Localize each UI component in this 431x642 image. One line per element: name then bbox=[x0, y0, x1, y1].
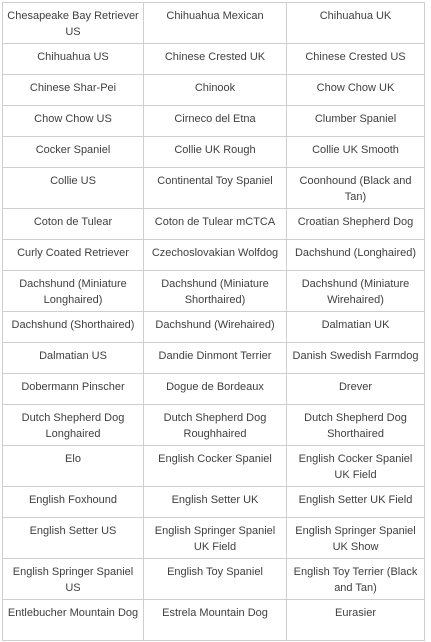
table-cell: Estrela Mountain Dog bbox=[144, 600, 287, 641]
breed-table bbox=[2, 2, 425, 641]
table-cell: Chinese Crested US bbox=[287, 44, 425, 75]
table-cell: Eurasier bbox=[287, 600, 425, 641]
table-cell: Dutch Shepherd Dog Roughhaired bbox=[144, 405, 287, 446]
table-cell: Dachshund (Longhaired) bbox=[287, 240, 425, 271]
table-row bbox=[3, 44, 425, 75]
table-row bbox=[3, 600, 425, 641]
table-cell: Dogue de Bordeaux bbox=[144, 374, 287, 405]
table-cell: Collie US bbox=[3, 168, 144, 209]
table-row bbox=[3, 487, 425, 518]
table-cell: Coton de Tulear mCTCA bbox=[144, 209, 287, 240]
table-cell: Chinese Crested UK bbox=[144, 44, 287, 75]
table-row bbox=[3, 168, 425, 209]
table-cell: Dachshund (Wirehaired) bbox=[144, 312, 287, 343]
breed-list-page bbox=[0, 2, 431, 642]
table-cell: English Springer Spaniel UK Field bbox=[144, 518, 287, 559]
table-row bbox=[3, 312, 425, 343]
table-cell: Czechoslovakian Wolfdog bbox=[144, 240, 287, 271]
table-row bbox=[3, 240, 425, 271]
table-row bbox=[3, 137, 425, 168]
table-row bbox=[3, 75, 425, 106]
table-cell: Dachshund (Miniature Wirehaired) bbox=[287, 271, 425, 312]
table-cell: English Cocker Spaniel UK Field bbox=[287, 446, 425, 487]
table-cell: Dalmatian US bbox=[3, 343, 144, 374]
table-row bbox=[3, 446, 425, 487]
table-cell: Chihuahua Mexican bbox=[144, 3, 287, 44]
table-cell: Chow Chow UK bbox=[287, 75, 425, 106]
table-cell: English Toy Terrier (Black and Tan) bbox=[287, 559, 425, 600]
table-cell: Chinese Shar-Pei bbox=[3, 75, 144, 106]
table-cell: Continental Toy Spaniel bbox=[144, 168, 287, 209]
table-cell: Entlebucher Mountain Dog bbox=[3, 600, 144, 641]
table-cell: Dachshund (Shorthaired) bbox=[3, 312, 144, 343]
table-cell: Danish Swedish Farmdog bbox=[287, 343, 425, 374]
table-cell: Dandie Dinmont Terrier bbox=[144, 343, 287, 374]
table-cell: Chow Chow US bbox=[3, 106, 144, 137]
breed-table-body bbox=[3, 3, 425, 641]
table-cell: Chesapeake Bay Retriever US bbox=[3, 3, 144, 44]
table-row bbox=[3, 209, 425, 240]
table-cell: Curly Coated Retriever bbox=[3, 240, 144, 271]
table-row bbox=[3, 3, 425, 44]
table-cell: English Toy Spaniel bbox=[144, 559, 287, 600]
table-row bbox=[3, 559, 425, 600]
table-cell: Clumber Spaniel bbox=[287, 106, 425, 137]
table-cell: Collie UK Smooth bbox=[287, 137, 425, 168]
table-cell: Chihuahua US bbox=[3, 44, 144, 75]
table-cell: Collie UK Rough bbox=[144, 137, 287, 168]
table-row bbox=[3, 106, 425, 137]
table-cell: Dalmatian UK bbox=[287, 312, 425, 343]
table-row bbox=[3, 405, 425, 446]
table-cell: Dutch Shepherd Dog Shorthaired bbox=[287, 405, 425, 446]
table-cell: Drever bbox=[287, 374, 425, 405]
table-cell: Cocker Spaniel bbox=[3, 137, 144, 168]
table-cell: English Setter UK bbox=[144, 487, 287, 518]
table-cell: English Springer Spaniel UK Show bbox=[287, 518, 425, 559]
table-cell: English Setter US bbox=[3, 518, 144, 559]
table-row bbox=[3, 271, 425, 312]
table-row bbox=[3, 343, 425, 374]
table-cell: Cirneco del Etna bbox=[144, 106, 287, 137]
table-row bbox=[3, 374, 425, 405]
table-cell: Dutch Shepherd Dog Longhaired bbox=[3, 405, 144, 446]
table-cell: English Cocker Spaniel bbox=[144, 446, 287, 487]
table-cell: English Foxhound bbox=[3, 487, 144, 518]
table-cell: Croatian Shepherd Dog bbox=[287, 209, 425, 240]
table-cell: Dachshund (Miniature Shorthaired) bbox=[144, 271, 287, 312]
table-cell: Dobermann Pinscher bbox=[3, 374, 144, 405]
table-cell: Chihuahua UK bbox=[287, 3, 425, 44]
table-cell: Coton de Tulear bbox=[3, 209, 144, 240]
table-cell: English Setter UK Field bbox=[287, 487, 425, 518]
table-row bbox=[3, 518, 425, 559]
table-cell: Elo bbox=[3, 446, 144, 487]
table-cell: Chinook bbox=[144, 75, 287, 106]
table-cell: Dachshund (Miniature Longhaired) bbox=[3, 271, 144, 312]
table-cell: English Springer Spaniel US bbox=[3, 559, 144, 600]
table-cell: Coonhound (Black and Tan) bbox=[287, 168, 425, 209]
